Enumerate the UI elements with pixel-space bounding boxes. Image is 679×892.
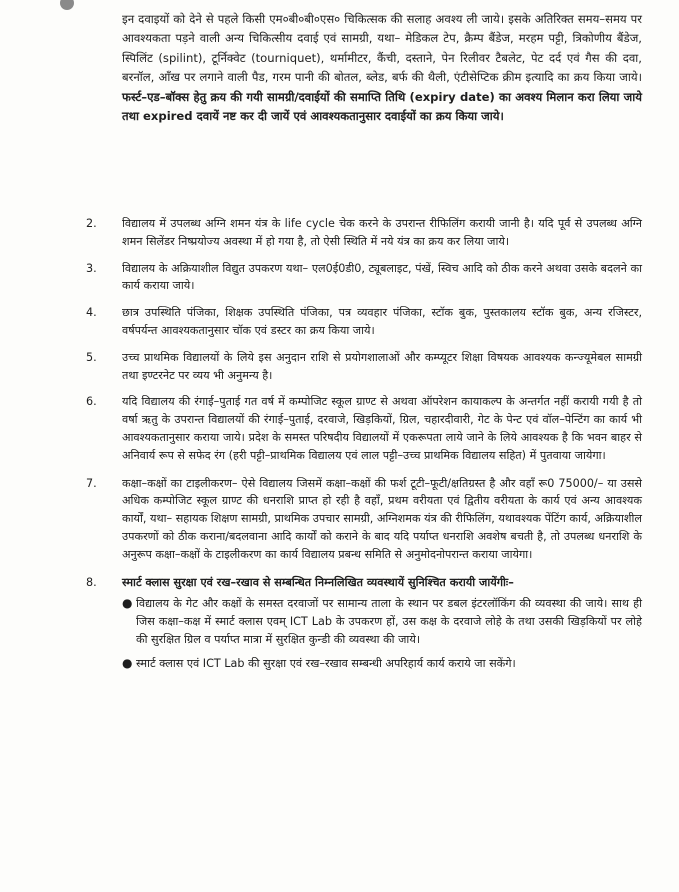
item-number: 8. — [86, 575, 97, 589]
intro-bold-text: फर्स्ट–एड–बॉक्स हेतु क्रय की गयी सामग्री/दवाईयों की समाप्ति तिथि (expiry date) का अवश्य मिलान करा लिया जाये तथा expired दवायें नष्ट कर दी जायें एवं आवश्यकतानुसार दवाईयों का क्रय किया जाये। — [122, 89, 642, 124]
list-item — [86, 215, 642, 251]
list-item — [86, 304, 642, 340]
bullet-item — [122, 595, 642, 648]
bullet-text: विद्यालय के गेट और कक्षों के समस्त दरवाजों पर सामान्य ताला के स्थान पर डबल इंटरलॉकिंग की व्यवस्था की जाये। साथ ही जिस कक्षा–कक्ष में स्मार्ट क्लास एवम् ICT Lab के उपकरण हों, उस कक्ष के दरवाजे लोहे के तथा उसकी खिड़कियों पर लोहे की सुरक्षित ग्रिल व पर्याप्त मात्रा में सुरक्षित कुन्डी की व्यवस्था की जाये। — [136, 597, 642, 646]
bullet-item — [122, 655, 642, 673]
bullet-text: स्मार्ट क्लास एवं ICT Lab की सुरक्षा एवं रख–रखाव सम्बन्धी अपरिहार्य कार्य कराये जा सकेंगे। — [136, 656, 516, 670]
item-text: विद्यालय में उपलब्ध अग्नि शमन यंत्र के life cycle चेक करने के उपरान्त रीफिलिंग करायी जानी है। यदि पूर्व से उपलब्ध अग्नि शमन सिलेंडर निष्प्रयोज्य अवस्था में हो गया है, तो ऐसी स्थिति में नये यंत्र का क्रय कर लिया जाये। — [122, 217, 642, 248]
list-item — [86, 475, 642, 564]
item-text: विद्यालय के अक्रियाशील विद्युत उपकरण यथा– एल0ई0डी0, ट्यूबलाइट, पंखें, स्विच आदि को ठीक करने अथवा उसके बदलने का कार्य कराया जाये। — [122, 261, 642, 293]
intro-text: इन दवाइयों को देने से पहले किसी एम०बी०बी०एस० चिकित्सक की सलाह अवश्य ली जाये। इसके अतिरिक्त समय–समय पर आवश्यकता पड़ने वाली अन्य चिकित्सीय दवाई एवं सामग्री, यथा– मेडिकल टेप, क्रैम्प बैंडेज, मरहम पट्टी, त्रिकोणीय बैंडेज, स्पिलिंट (spilint), टूर्निक्वेट (tourniquet), थर्मामीटर, कैंची, दस्ताने, पेन रिलीवर टैबलेट, पेट दर्द एवं गैस की दवा, बरनॉल, आँख पर लगाने वाली पैड, गरम पानी की बोतल, ब्लेड, बर्फ की थैली, एंटीसेप्टिक क्रीम इत्यादि का क्रय किया जाये। — [122, 12, 642, 85]
bullet-list — [122, 595, 642, 672]
item-number: 4. — [86, 306, 97, 320]
item-text: छात्र उपस्थिति पंजिका, शिक्षक उपस्थिति पंजिका, पत्र व्यवहार पंजिका, स्टॉक बुक, पुस्तकालय स्टॉक बुक, अन्य रजिस्टर, वर्षपर्यन्त आवश्यकतानुसार चॉक एवं डस्टर का क्रय किया जाये। — [122, 306, 642, 337]
item-text: उच्च प्राथमिक विद्यालयों के लिये इस अनुदान राशि से प्रयोगशालाओं और कम्प्यूटर शिक्षा विषयक आवश्यक कन्ज्यूमेबल सामग्री तथा इण्टरनेट पर व्यय भी अनुमन्य है। — [122, 350, 642, 382]
item-number: 3. — [86, 261, 97, 275]
list-item — [86, 260, 642, 296]
list-item-8 — [86, 574, 642, 679]
item-text: कक्षा–कक्षों का टाइलीकरण– ऐसे विद्यालय जिसमें कक्षा–कक्षों की फर्श टूटी–फूटी/क्षतिग्रस्त है और वहाँ रू0 75000/– या उससे अधिक कम्पोजिट स्कूल ग्राण्ट की धनराशि प्राप्त हो रही है वहाँ, प्रथम वरीयता एवं द्वितीय वरीयता के कार्य एवं अन्य आवश्यक कार्यों, यथा– सहायक शिक्षण सामग्री, प्राथमिक उपचार सामग्री, अग्निशमक यंत्र की रीफिलिंग, यथावश्यक पेंटिंग कार्य, अक्रियाशील उपकरणों को ठीक कराना/बदलवाना आदि कार्यों को कराने के बाद यदि पर्याप्त धनराशि अवशेष बचती है, तो उपलब्ध धनराशि के अनुरूप कक्षा–कक्षों के टाइलीकरण का कार्य विद्यालय प्रबन्ध समिति से अनुमोदनोपरान्त कराया जायेगा। — [122, 476, 642, 561]
item-number: 6. — [86, 395, 97, 409]
list-item — [86, 393, 642, 464]
item-number: 2. — [86, 217, 97, 230]
item-number: 7. — [86, 476, 97, 490]
intro-paragraph — [122, 10, 642, 126]
numbered-list — [86, 215, 642, 679]
bullet-icon: ● — [122, 596, 133, 611]
item-8-heading: स्मार्ट क्लास सुरक्षा एवं रख–रखाव से सम्बन्धित निम्नलिखित व्यवस्थायें सुनिश्चित करायी जायेंगीः– — [122, 575, 514, 589]
item-text: यदि विद्यालय की रंगाई–पुताई गत वर्ष में कम्पोजिट स्कूल ग्राण्ट से अथवा ऑपरेशन कायाकल्प के अन्तर्गत नहीं करायी गयी है तो वर्षा ऋतु के उपरान्त विद्यालयों की रंगाई–पुताई, दरवाजे, खिड़कियों, ग्रिल, चहारदीवारी, गेट के पेन्ट एवं वॉल–पेन्टिंग का कार्य भी आवश्यकतानुसार कराया जाये। प्रदेश के समस्त परिषदीय विद्यालयों में एकरूपता लाये जाने के लिये आवश्यक है कि भवन बाहर से अनिवार्य रूप से सफेद रंग (हरी पट्टी–प्राथमिक विद्यालय एवं लाल पट्टी–उच्च प्राथमिक विद्यालय सहित) में पुतवाया जायेगा। — [122, 395, 642, 462]
list-item — [86, 349, 642, 385]
bullet-icon: ● — [122, 655, 133, 670]
punch-hole — [60, 0, 74, 10]
item-number: 5. — [86, 350, 97, 364]
